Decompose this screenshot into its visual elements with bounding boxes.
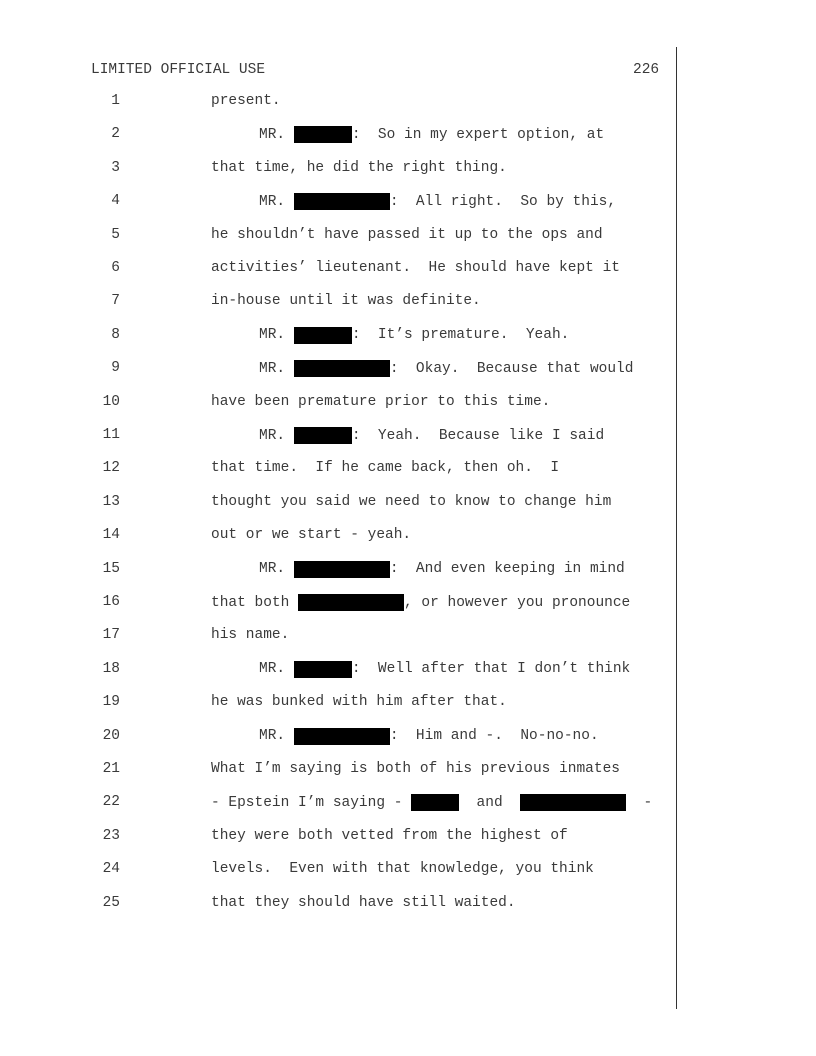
- redaction-box: [520, 794, 626, 811]
- right-margin-rule: [676, 47, 677, 1009]
- redaction-box: [294, 193, 390, 210]
- line-number: 14: [102, 527, 120, 544]
- line-text: [211, 761, 620, 777]
- text-segment: MR.: [259, 561, 294, 578]
- text-segment: : And even keeping in mind: [389, 561, 625, 578]
- text-segment: levels. Even with that knowledge, you think: [211, 861, 594, 878]
- text-segment: out or we start - yeah.: [211, 527, 412, 544]
- line-number: 11: [102, 427, 120, 443]
- line-text: [211, 160, 507, 176]
- line-text: [259, 427, 604, 444]
- line-text: [259, 193, 616, 210]
- text-segment: - Epstein I’m saying -: [211, 794, 412, 811]
- line-text: [211, 594, 630, 611]
- line-text: [211, 527, 411, 543]
- line-text: [211, 293, 481, 309]
- text-segment: he shouldn’t have passed it up to the ops and: [211, 226, 603, 243]
- redaction-box: [411, 794, 459, 811]
- line-number: 5: [111, 226, 120, 243]
- text-segment: -: [626, 794, 653, 811]
- redaction-box: [294, 360, 390, 377]
- line-number: 9: [111, 360, 120, 377]
- text-segment: he was bunked with him after that.: [211, 694, 507, 711]
- text-segment: : It’s premature. Yeah.: [351, 327, 570, 344]
- line-text: [211, 260, 620, 276]
- line-number: 6: [111, 260, 120, 276]
- redaction-box: [298, 594, 404, 611]
- line-text: [211, 794, 652, 811]
- text-segment: in-house until it was definite.: [211, 293, 481, 310]
- line-text: [211, 861, 594, 877]
- text-segment: MR.: [259, 728, 294, 745]
- line-number: 23: [102, 827, 120, 844]
- text-segment: his name.: [211, 627, 290, 644]
- text-segment: MR.: [259, 661, 294, 678]
- redaction-box: [294, 561, 390, 578]
- line-number: 7: [111, 293, 120, 310]
- text-segment: MR.: [259, 360, 294, 377]
- page-number: 226: [633, 62, 660, 78]
- line-number: 17: [102, 627, 120, 644]
- line-number: 21: [102, 761, 120, 777]
- line-number: 15: [102, 560, 120, 577]
- redaction-box: [294, 327, 352, 344]
- line-text: [211, 627, 289, 643]
- text-segment: , or however you pronounce: [404, 594, 631, 611]
- line-text: [211, 494, 611, 510]
- text-segment: : Well after that I don’t think: [351, 661, 631, 678]
- text-segment: : All right. So by this,: [389, 193, 617, 210]
- text-segment: : Okay. Because that would: [389, 360, 634, 377]
- line-text: [211, 394, 550, 410]
- text-segment: : Yeah. Because like I said: [351, 427, 605, 444]
- text-segment: MR.: [259, 193, 294, 210]
- text-segment: MR.: [259, 327, 294, 344]
- redaction-box: [294, 661, 352, 678]
- line-text: [259, 661, 630, 678]
- text-segment: and: [459, 794, 521, 811]
- line-number: 25: [102, 894, 120, 911]
- line-text: [211, 895, 516, 911]
- line-number: 4: [111, 193, 120, 210]
- line-text: [211, 93, 281, 109]
- line-text: [259, 360, 633, 377]
- line-text: [211, 460, 559, 476]
- text-segment: that both: [211, 594, 299, 611]
- text-segment: thought you said we need to know to change him: [211, 493, 612, 510]
- text-segment: that time. If he came back, then oh. I: [211, 460, 560, 477]
- line-number: 8: [111, 326, 120, 343]
- text-segment: : So in my expert option, at: [351, 126, 605, 143]
- text-segment: What I’m saying is both of his previous inmates: [211, 761, 620, 777]
- line-number: 20: [102, 727, 120, 744]
- text-segment: MR.: [259, 126, 294, 143]
- classification-header: LIMITED OFFICIAL USE: [91, 62, 266, 78]
- redaction-box: [294, 728, 390, 745]
- text-segment: present.: [211, 93, 281, 109]
- text-segment: that they should have still waited.: [211, 894, 516, 911]
- text-segment: they were both vetted from the highest of: [211, 827, 568, 844]
- line-number: 12: [102, 460, 120, 477]
- line-text: [211, 694, 507, 710]
- line-number: 22: [102, 794, 120, 811]
- text-segment: : Him and -. No-no-no.: [389, 728, 599, 745]
- line-number: 2: [111, 126, 120, 143]
- redaction-box: [294, 427, 352, 444]
- text-segment: activities’ lieutenant. He should have kept it: [211, 260, 620, 276]
- line-number: 13: [102, 493, 120, 510]
- line-number: 1: [111, 93, 120, 109]
- line-number: 18: [102, 660, 120, 677]
- text-segment: have been premature prior to this time.: [211, 393, 551, 410]
- line-text: [259, 126, 604, 143]
- line-number: 24: [102, 861, 120, 878]
- line-number: 16: [102, 594, 120, 610]
- line-number: 19: [102, 694, 120, 711]
- text-segment: MR.: [259, 427, 294, 444]
- line-text: [259, 561, 625, 578]
- line-number: 3: [111, 159, 120, 176]
- line-number: 10: [102, 393, 120, 410]
- line-text: [211, 227, 603, 243]
- line-text: [259, 728, 599, 745]
- redaction-box: [294, 126, 352, 143]
- text-segment: that time, he did the right thing.: [211, 159, 507, 176]
- line-text: [259, 327, 569, 344]
- line-text: [211, 828, 568, 844]
